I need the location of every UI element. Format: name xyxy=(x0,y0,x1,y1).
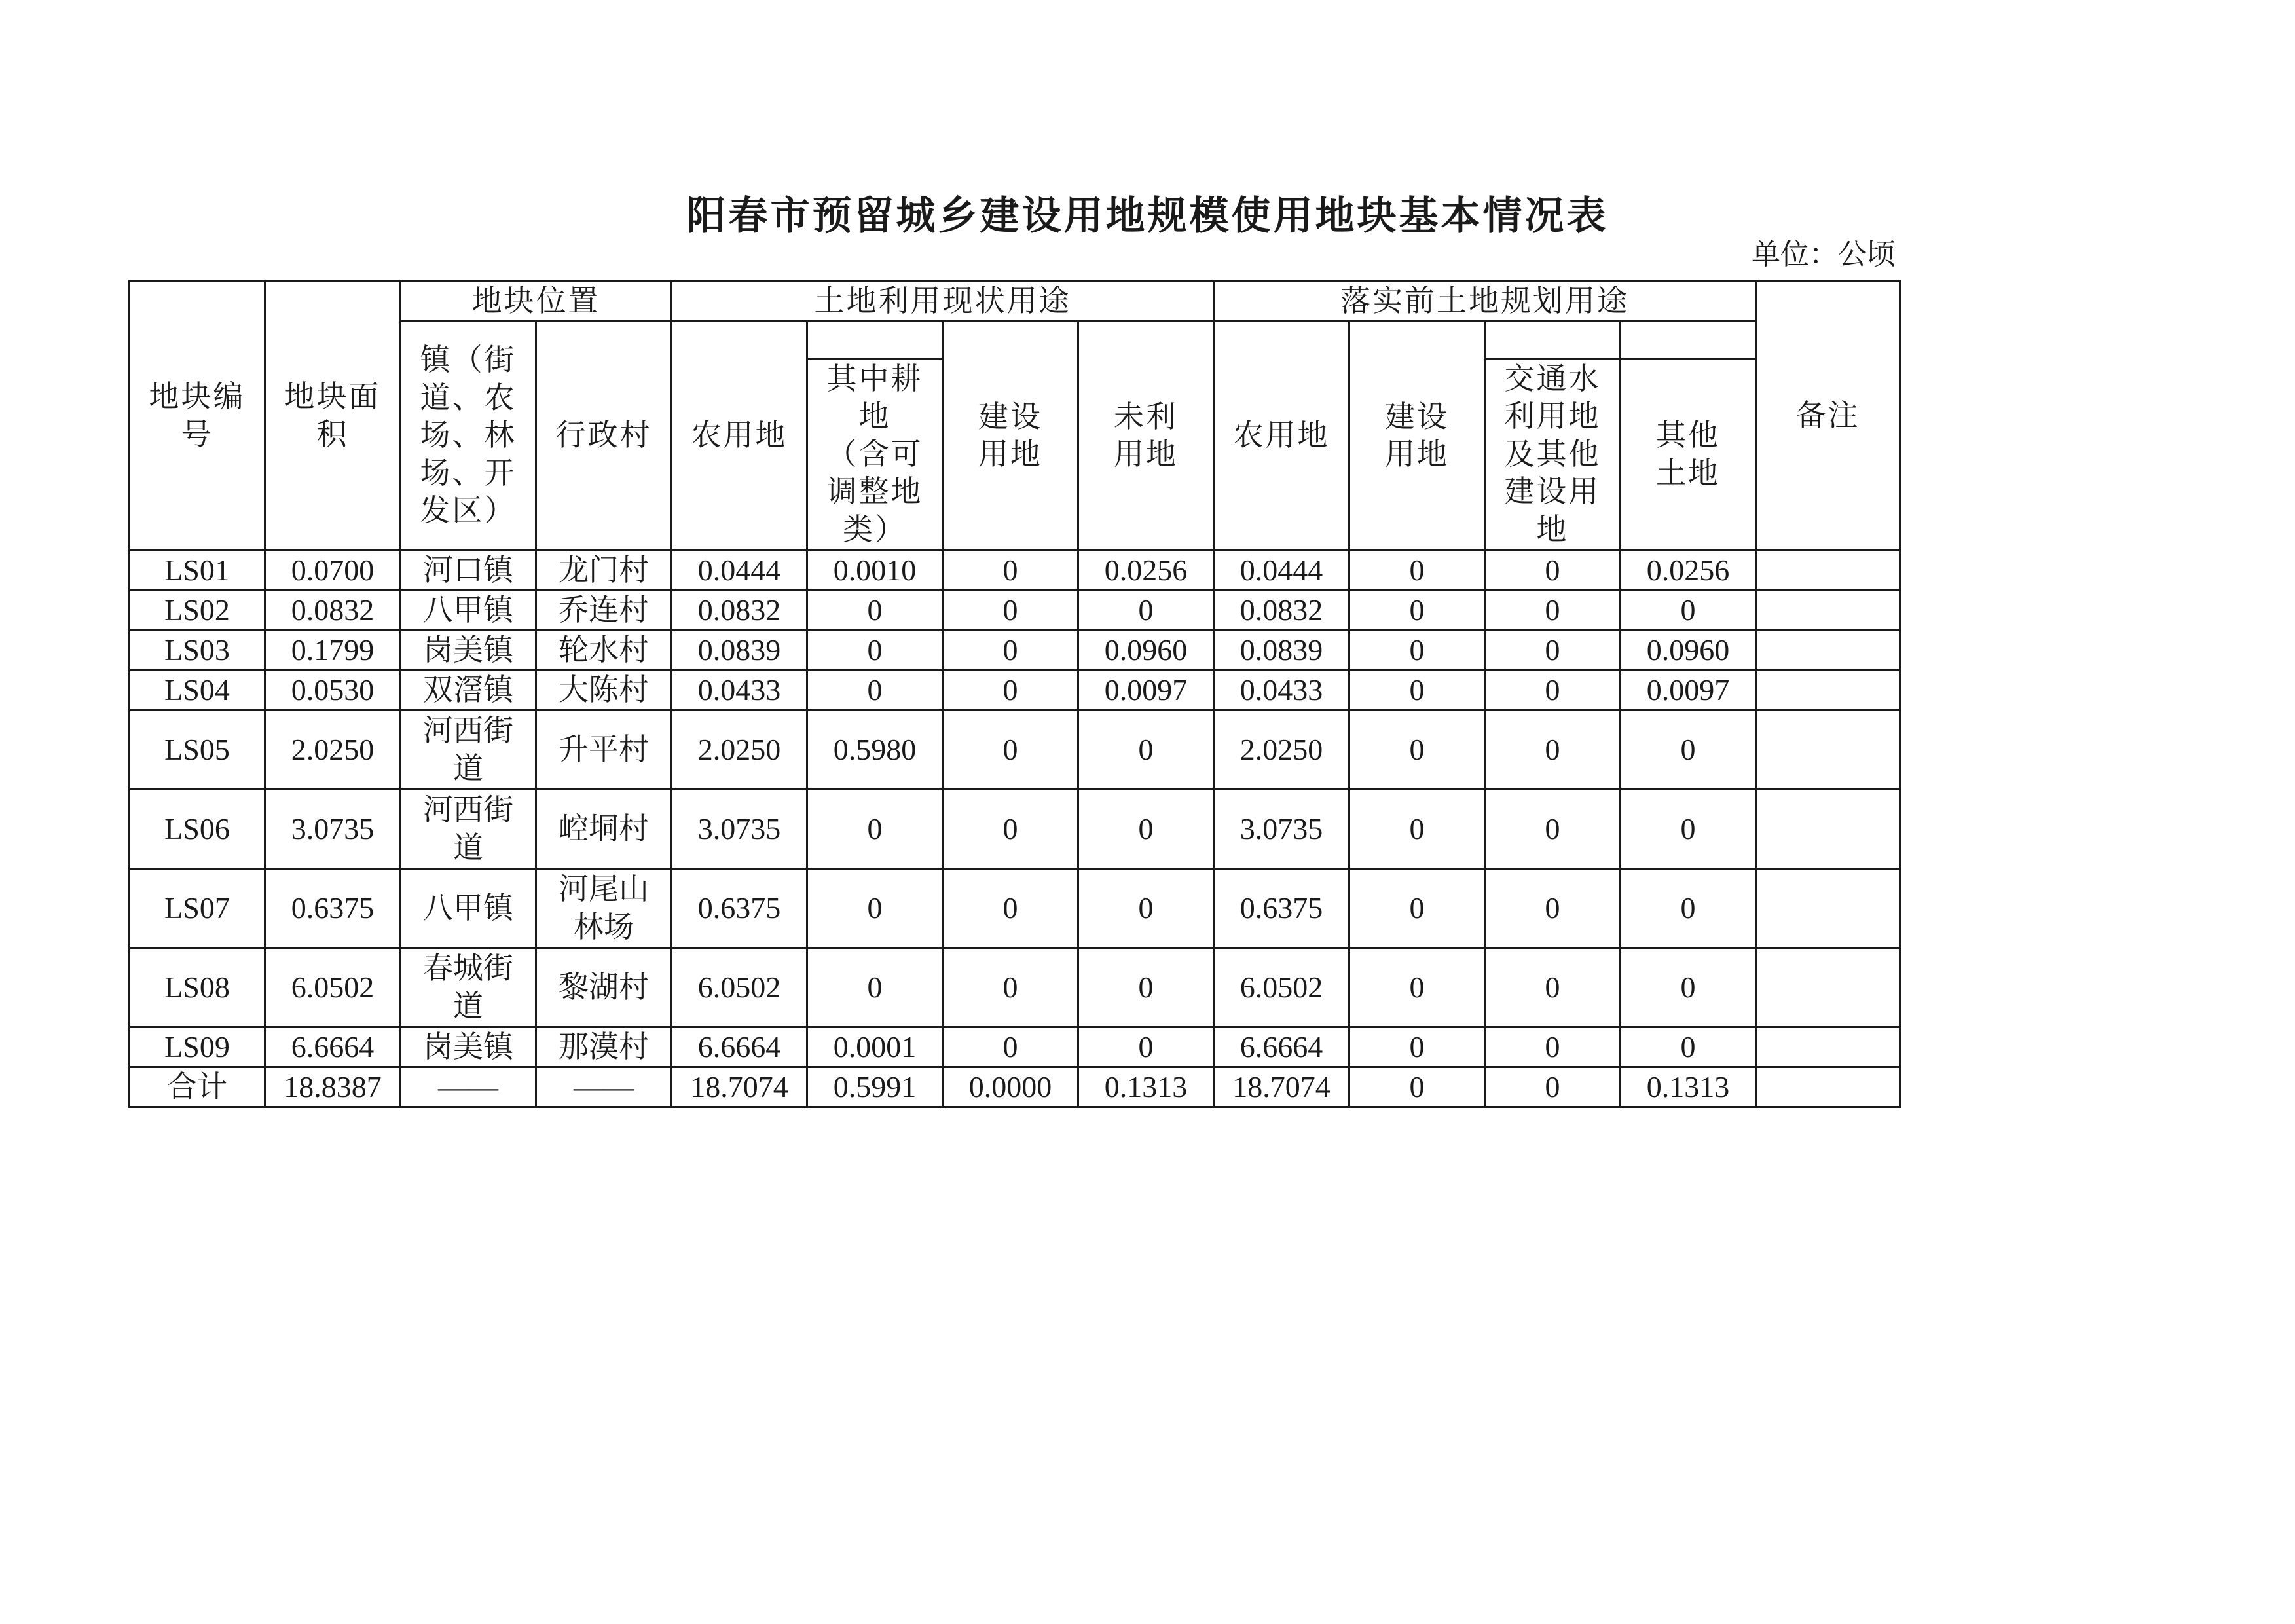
cell-area: 2.0250 xyxy=(265,710,401,789)
cell-plan-other: 0 xyxy=(1621,948,1756,1027)
table-row xyxy=(130,630,1900,670)
cell-cur-arable: 0.5991 xyxy=(807,1067,943,1107)
cell-cur-agri: 6.0502 xyxy=(672,948,807,1027)
cell-cur-construction: 0.0000 xyxy=(943,1067,1078,1107)
cell-plan-agri: 0.0444 xyxy=(1214,550,1349,590)
cell-plan-agri: 0.6375 xyxy=(1214,868,1349,948)
header-plan-construction: 建设 用地 xyxy=(1349,321,1485,550)
header-cur-arable-top xyxy=(807,321,943,358)
cell-village: 河尾山 林场 xyxy=(536,868,672,948)
cell-village: —— xyxy=(536,1067,672,1107)
header-planned-use: 落实前土地规划用途 xyxy=(1214,282,1756,322)
header-plan-transport: 交通水 利用地 及其他 建设用 地 xyxy=(1485,358,1621,550)
cell-cur-unused: 0 xyxy=(1078,590,1214,630)
cell-town: 河口镇 xyxy=(401,550,536,590)
header-cur-agri: 农用地 xyxy=(672,321,807,550)
cell-cur-construction: 0 xyxy=(943,550,1078,590)
cell-cur-agri: 0.0444 xyxy=(672,550,807,590)
cell-plan-agri: 18.7074 xyxy=(1214,1067,1349,1107)
plot-table xyxy=(128,280,1901,1108)
cell-plan-other: 0 xyxy=(1621,1027,1756,1067)
cell-area: 0.0530 xyxy=(265,670,401,710)
cell-area: 0.1799 xyxy=(265,630,401,670)
cell-plan-construction: 0 xyxy=(1349,710,1485,789)
table-row xyxy=(130,550,1900,590)
table-row xyxy=(130,670,1900,710)
cell-area: 18.8387 xyxy=(265,1067,401,1107)
cell-remarks xyxy=(1756,948,1900,1027)
cell-cur-unused: 0.0097 xyxy=(1078,670,1214,710)
cell-remarks xyxy=(1756,1027,1900,1067)
cell-cur-construction: 0 xyxy=(943,1027,1078,1067)
cell-cur-agri: 0.0839 xyxy=(672,630,807,670)
cell-plan-transport: 0 xyxy=(1485,868,1621,948)
cell-cur-construction: 0 xyxy=(943,868,1078,948)
header-plan-other: 其他 土地 xyxy=(1621,358,1756,550)
cell-area: 0.0700 xyxy=(265,550,401,590)
cell-cur-arable: 0 xyxy=(807,789,943,868)
cell-plan-transport: 0 xyxy=(1485,1067,1621,1107)
cell-village: 崆垌村 xyxy=(536,789,672,868)
cell-cur-agri: 18.7074 xyxy=(672,1067,807,1107)
cell-id: LS03 xyxy=(130,630,265,670)
cell-id: LS05 xyxy=(130,710,265,789)
page-title: 阳春市预留城乡建设用地规模使用地块基本情况表 xyxy=(686,193,1609,239)
cell-cur-unused: 0.0960 xyxy=(1078,630,1214,670)
cell-cur-unused: 0 xyxy=(1078,1027,1214,1067)
cell-plan-other: 0 xyxy=(1621,789,1756,868)
cell-cur-unused: 0.1313 xyxy=(1078,1067,1214,1107)
header-plan-other-top xyxy=(1621,321,1756,358)
cell-id: LS08 xyxy=(130,948,265,1027)
cell-id: LS02 xyxy=(130,590,265,630)
cell-cur-arable: 0 xyxy=(807,868,943,948)
cell-remarks xyxy=(1756,550,1900,590)
cell-area: 3.0735 xyxy=(265,789,401,868)
cell-id: LS01 xyxy=(130,550,265,590)
cell-plan-transport: 0 xyxy=(1485,670,1621,710)
cell-town: 八甲镇 xyxy=(401,590,536,630)
cell-area: 6.6664 xyxy=(265,1027,401,1067)
cell-plan-transport: 0 xyxy=(1485,948,1621,1027)
header-town: 镇（街 道、农 场、林 场、开 发区） xyxy=(401,321,536,550)
cell-cur-construction: 0 xyxy=(943,789,1078,868)
cell-cur-arable: 0 xyxy=(807,630,943,670)
header-current-use: 土地利用现状用途 xyxy=(672,282,1214,322)
cell-area: 0.0832 xyxy=(265,590,401,630)
cell-id: LS04 xyxy=(130,670,265,710)
header-cur-construction: 建设 用地 xyxy=(943,321,1078,550)
cell-village: 轮水村 xyxy=(536,630,672,670)
cell-plan-construction: 0 xyxy=(1349,948,1485,1027)
header-plot-id: 地块编 号 xyxy=(130,282,265,551)
header-cur-unused: 未利 用地 xyxy=(1078,321,1214,550)
cell-cur-unused: 0 xyxy=(1078,948,1214,1027)
cell-plan-construction: 0 xyxy=(1349,868,1485,948)
cell-area: 6.0502 xyxy=(265,948,401,1027)
cell-cur-unused: 0.0256 xyxy=(1078,550,1214,590)
cell-cur-construction: 0 xyxy=(943,670,1078,710)
table-row xyxy=(130,710,1900,789)
cell-town: 八甲镇 xyxy=(401,868,536,948)
table-row xyxy=(130,868,1900,948)
cell-town: 河西街 道 xyxy=(401,789,536,868)
cell-cur-unused: 0 xyxy=(1078,789,1214,868)
cell-id: LS06 xyxy=(130,789,265,868)
cell-plan-other: 0.0960 xyxy=(1621,630,1756,670)
cell-cur-unused: 0 xyxy=(1078,710,1214,789)
cell-plan-construction: 0 xyxy=(1349,590,1485,630)
cell-id: LS09 xyxy=(130,1027,265,1067)
cell-cur-agri: 0.0832 xyxy=(672,590,807,630)
cell-plan-transport: 0 xyxy=(1485,1027,1621,1067)
cell-plan-construction: 0 xyxy=(1349,630,1485,670)
cell-plan-agri: 0.0832 xyxy=(1214,590,1349,630)
cell-cur-arable: 0 xyxy=(807,590,943,630)
cell-plan-agri: 2.0250 xyxy=(1214,710,1349,789)
header-plan-agri: 农用地 xyxy=(1214,321,1349,550)
table-row xyxy=(130,948,1900,1027)
cell-plan-construction: 0 xyxy=(1349,670,1485,710)
header-cur-arable: 其中耕 地 （含可 调整地 类） xyxy=(807,358,943,550)
cell-village: 升平村 xyxy=(536,710,672,789)
cell-cur-unused: 0 xyxy=(1078,868,1214,948)
cell-town: 河西街 道 xyxy=(401,710,536,789)
cell-cur-construction: 0 xyxy=(943,710,1078,789)
cell-remarks xyxy=(1756,789,1900,868)
table-row xyxy=(130,1027,1900,1067)
cell-plan-agri: 3.0735 xyxy=(1214,789,1349,868)
cell-town: 双滘镇 xyxy=(401,670,536,710)
table-row xyxy=(130,590,1900,630)
header-village: 行政村 xyxy=(536,321,672,550)
cell-plan-other: 0.0097 xyxy=(1621,670,1756,710)
cell-plan-transport: 0 xyxy=(1485,710,1621,789)
cell-cur-arable: 0 xyxy=(807,670,943,710)
cell-plan-other: 0.1313 xyxy=(1621,1067,1756,1107)
cell-cur-arable: 0.0010 xyxy=(807,550,943,590)
cell-remarks xyxy=(1756,630,1900,670)
cell-plan-other: 0.0256 xyxy=(1621,550,1756,590)
cell-plan-transport: 0 xyxy=(1485,550,1621,590)
cell-cur-agri: 3.0735 xyxy=(672,789,807,868)
cell-plan-other: 0 xyxy=(1621,590,1756,630)
table-row xyxy=(130,789,1900,868)
cell-village: 乔连村 xyxy=(536,590,672,630)
cell-village: 龙门村 xyxy=(536,550,672,590)
cell-cur-agri: 0.0433 xyxy=(672,670,807,710)
cell-id: LS07 xyxy=(130,868,265,948)
cell-plan-transport: 0 xyxy=(1485,789,1621,868)
cell-cur-arable: 0.5980 xyxy=(807,710,943,789)
cell-cur-agri: 2.0250 xyxy=(672,710,807,789)
header-plan-transport-top xyxy=(1485,321,1621,358)
cell-village: 那漠村 xyxy=(536,1027,672,1067)
cell-plan-construction: 0 xyxy=(1349,1067,1485,1107)
cell-town: —— xyxy=(401,1067,536,1107)
cell-plan-agri: 6.0502 xyxy=(1214,948,1349,1027)
cell-plan-agri: 0.0433 xyxy=(1214,670,1349,710)
cell-cur-arable: 0 xyxy=(807,948,943,1027)
cell-cur-arable: 0.0001 xyxy=(807,1027,943,1067)
table-row-total xyxy=(130,1067,1900,1107)
cell-town: 岗美镇 xyxy=(401,1027,536,1067)
cell-cur-agri: 6.6664 xyxy=(672,1027,807,1067)
header-plot-area: 地块面 积 xyxy=(265,282,401,551)
cell-plan-other: 0 xyxy=(1621,868,1756,948)
cell-plan-agri: 0.0839 xyxy=(1214,630,1349,670)
cell-remarks xyxy=(1756,670,1900,710)
header-location: 地块位置 xyxy=(401,282,672,322)
header-remarks: 备注 xyxy=(1756,282,1900,551)
unit-label: 单位：公顷 xyxy=(1752,238,1896,271)
cell-cur-construction: 0 xyxy=(943,590,1078,630)
cell-plan-construction: 0 xyxy=(1349,789,1485,868)
cell-cur-construction: 0 xyxy=(943,630,1078,670)
cell-remarks xyxy=(1756,710,1900,789)
cell-area: 0.6375 xyxy=(265,868,401,948)
cell-plan-transport: 0 xyxy=(1485,590,1621,630)
cell-plan-agri: 6.6664 xyxy=(1214,1027,1349,1067)
cell-town: 岗美镇 xyxy=(401,630,536,670)
cell-cur-agri: 0.6375 xyxy=(672,868,807,948)
cell-remarks xyxy=(1756,868,1900,948)
cell-remarks xyxy=(1756,590,1900,630)
cell-plan-construction: 0 xyxy=(1349,1027,1485,1067)
cell-plan-transport: 0 xyxy=(1485,630,1621,670)
cell-village: 大陈村 xyxy=(536,670,672,710)
cell-remarks xyxy=(1756,1067,1900,1107)
cell-plan-construction: 0 xyxy=(1349,550,1485,590)
cell-plan-other: 0 xyxy=(1621,710,1756,789)
cell-id: 合计 xyxy=(130,1067,265,1107)
cell-town: 春城街 道 xyxy=(401,948,536,1027)
cell-village: 黎湖村 xyxy=(536,948,672,1027)
cell-cur-construction: 0 xyxy=(943,948,1078,1027)
